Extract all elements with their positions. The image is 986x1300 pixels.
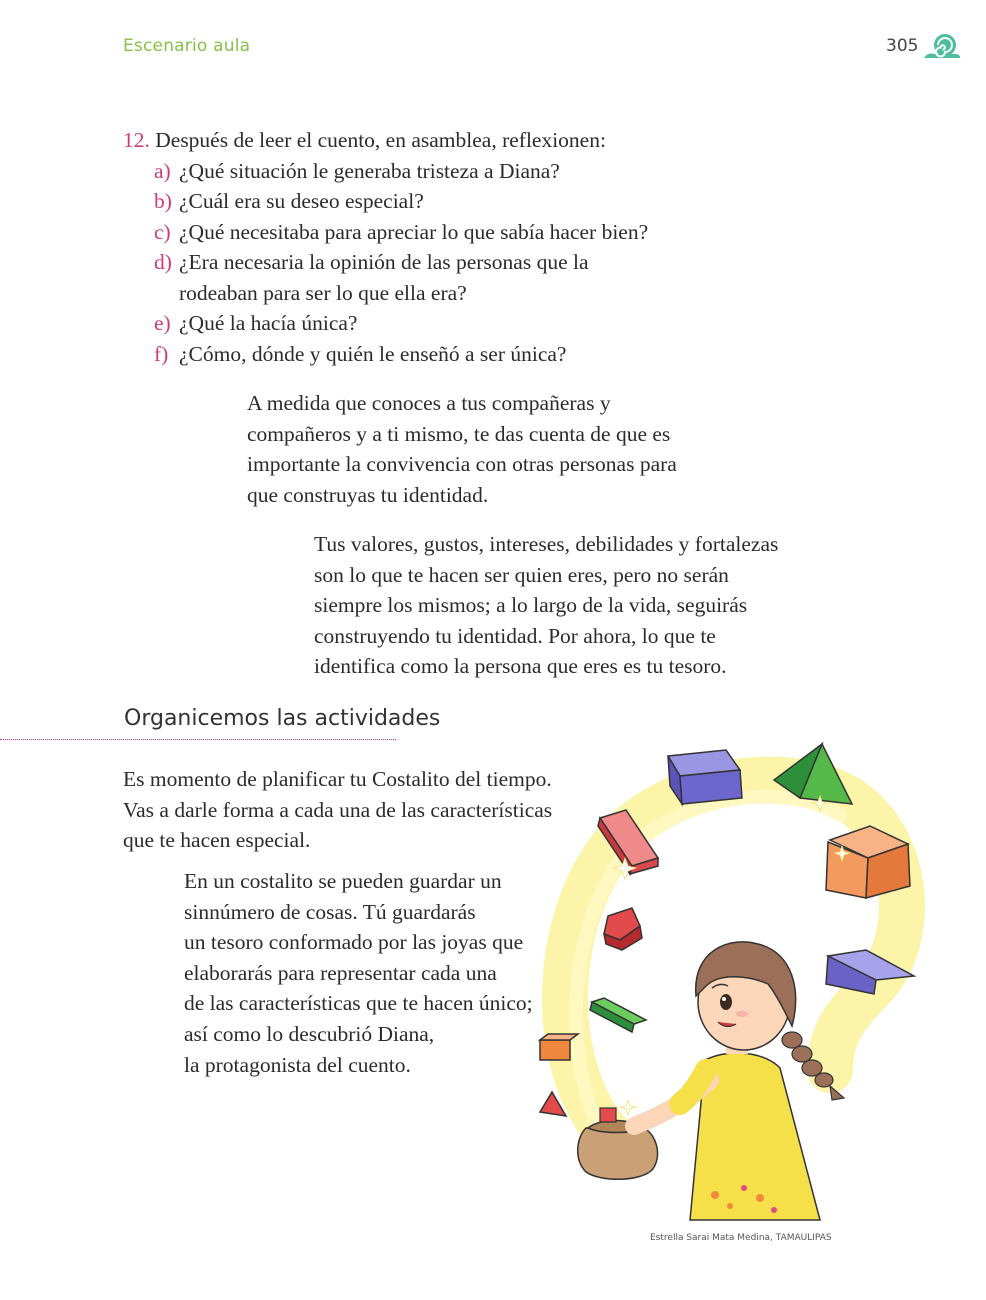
paragraph-line: compañeros y a ti mismo, te das cuenta de que es	[247, 421, 671, 446]
question-item-b	[154, 186, 424, 217]
paragraph-line: construyendo tu identidad. Por ahora, lo que te	[314, 623, 716, 648]
paragraph-line: son lo que te hacen ser quien eres, pero no serán	[314, 562, 729, 587]
item-letter: a)	[154, 159, 171, 183]
section-divider	[0, 739, 396, 740]
snail-icon	[922, 30, 962, 62]
item-letter: c)	[154, 220, 171, 244]
question-item-e	[154, 308, 357, 339]
girl-juggling-shapes-illustration	[530, 740, 930, 1225]
paragraph-costalito	[184, 866, 533, 1080]
paragraph-line: elaborarás para representar cada una	[184, 960, 497, 985]
paragraph-line: siempre los mismos; a lo largo de la vida, seguirás	[314, 593, 748, 618]
question-item-a	[154, 156, 560, 187]
item-text: ¿Qué necesitaba para apreciar lo que sabía hacer bien?	[179, 220, 649, 244]
credit-name: Estrella Sarai Mata Medina,	[650, 1233, 773, 1243]
paragraph-identity	[247, 388, 677, 510]
paragraph-line: sinnúmero de cosas. Tú guardarás	[184, 899, 476, 924]
item-letter: e)	[154, 311, 171, 335]
item-text: ¿Qué la hacía única?	[179, 311, 358, 335]
paragraph-line: así como lo descubrió Diana,	[184, 1021, 435, 1046]
question-number: 12.	[123, 128, 150, 152]
paragraph-planning	[123, 764, 552, 856]
illustration-credit	[650, 1233, 832, 1243]
paragraph-line: un tesoro conformado por las joyas que	[184, 930, 524, 955]
paragraph-line: de las características que te hacen único;	[184, 991, 533, 1016]
paragraph-line: Vas a darle forma a cada una de las características	[123, 797, 553, 822]
paragraph-line: Es momento de planificar tu Costalito del tiempo.	[123, 767, 552, 791]
paragraph-line: En un costalito se pueden guardar un	[184, 869, 502, 893]
item-text: ¿Era necesaria la opinión de las personas que la	[179, 250, 589, 274]
question-item-c	[154, 217, 648, 248]
paragraph-line: identifica como la persona que eres es tu tesoro.	[314, 654, 727, 679]
paragraph-line: importante la convivencia con otras personas para	[247, 452, 677, 477]
paragraph-line: Tus valores, gustos, intereses, debilidades y fortalezas	[314, 532, 779, 556]
question-text: Después de leer el cuento, en asamblea, reflexionen:	[155, 128, 606, 152]
credit-state: TAMAULIPAS	[775, 1233, 832, 1243]
item-text: ¿Qué situación le generaba tristeza a Diana?	[179, 159, 560, 183]
question-item-f	[154, 339, 566, 370]
item-text: ¿Cuál era su deseo especial?	[179, 189, 424, 213]
section-title: Organicemos las actividades	[124, 706, 441, 731]
paragraph-line: que te hacen especial.	[123, 828, 311, 853]
item-letter: d)	[154, 250, 172, 274]
page-number: 305	[886, 36, 919, 56]
item-letter: b)	[154, 189, 172, 213]
paragraph-values	[314, 529, 778, 682]
paragraph-line: que construyas tu identidad.	[247, 482, 489, 507]
paragraph-line: la protagonista del cuento.	[184, 1052, 411, 1077]
question-item-d	[154, 247, 589, 278]
paragraph-line: A medida que conoces a tus compañeras y	[247, 391, 611, 415]
item-text: ¿Cómo, dónde y quién le enseñó a ser única?	[179, 342, 567, 366]
question-12	[123, 125, 606, 156]
question-item-d-continued: rodeaban para ser lo que ella era?	[179, 281, 467, 305]
section-header: Escenario aula	[123, 36, 251, 56]
item-letter: f)	[154, 342, 169, 366]
